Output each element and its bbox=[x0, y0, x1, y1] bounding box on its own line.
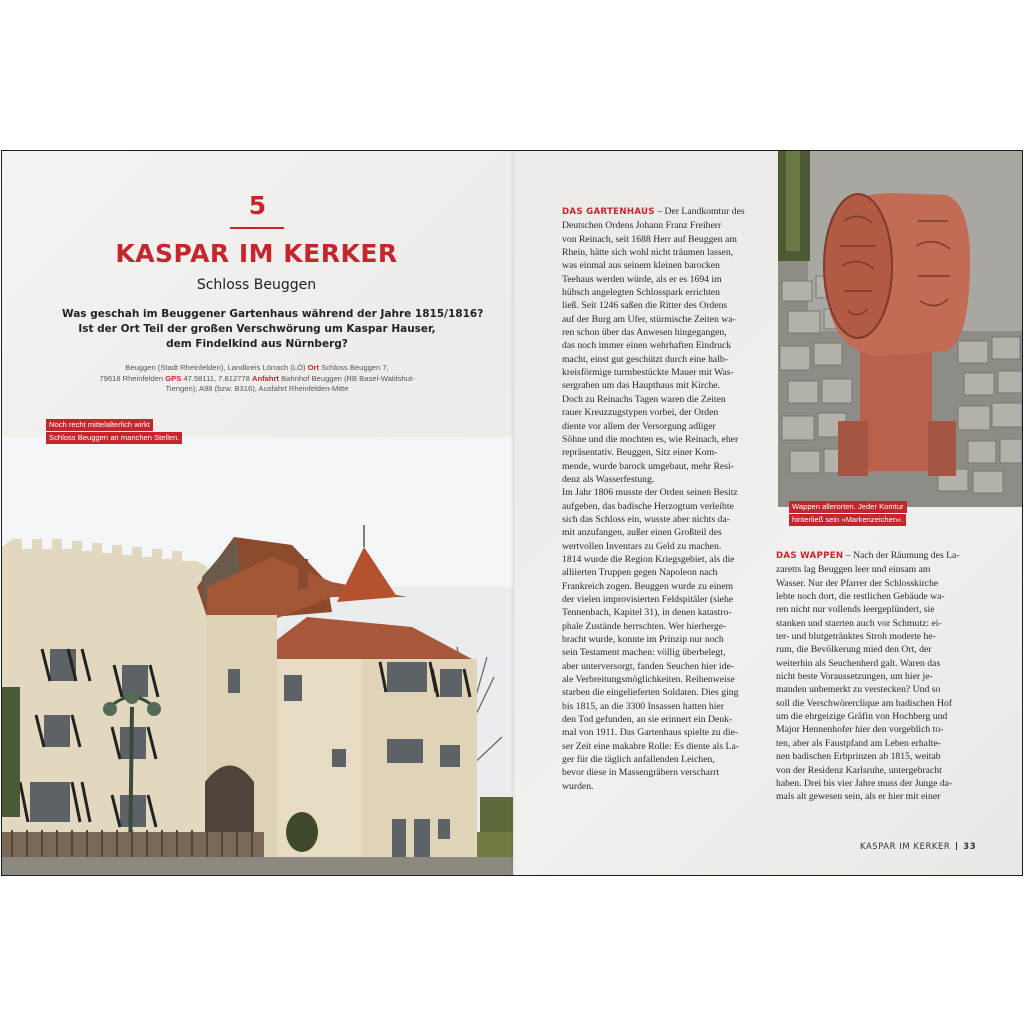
text-line: phale Zustände herrschten. Wer hierherge- bbox=[562, 620, 727, 632]
left-page bbox=[2, 151, 513, 875]
info-label-ort: Ort bbox=[307, 363, 320, 372]
text-line: kreisförmige turmbestückte Mauer mit Was- bbox=[562, 367, 734, 379]
caption-line: Schloss Beuggen an manchen Stellen. bbox=[46, 432, 182, 444]
info-text: Bahnhof Beuggen (RB Basel-Waldshut- bbox=[278, 373, 415, 383]
text-line: weiterhin als Seuchenherd galt. Waren das bbox=[776, 657, 941, 669]
text-line: sein Testament machen: völlig überbelegt, bbox=[562, 647, 726, 659]
info-line-1 bbox=[62, 363, 452, 374]
text-line: das noch immer einen wehrhaften Eindruck bbox=[562, 340, 732, 352]
text-line: ser Zeit eine makabre Rolle: Es diente als La- bbox=[562, 740, 739, 752]
lead-line: Ist der Ort Teil der großen Verschwörung um Kaspar Hauser, bbox=[78, 323, 436, 335]
text-line: auf der Burg am Ufer, stürmische Zeiten wa- bbox=[562, 313, 736, 325]
text-line: aber unterversorgt, fanden Seuchen hier ide- bbox=[562, 660, 734, 672]
text-line: 1814 wurde die Region Kriegsgebiet, als die bbox=[562, 553, 735, 565]
info-line-3: Tiengen); A98 (bzw. B316), Ausfahrt Rheinfelden-Mitte bbox=[165, 384, 349, 393]
caption-line: Noch recht mittelalterlich wirkt bbox=[46, 419, 153, 431]
castle-photo bbox=[2, 437, 513, 875]
info-text: 47.58111, 7.812778 bbox=[181, 373, 252, 383]
info-label-gps: GPS bbox=[165, 373, 182, 383]
text-line: diente vor allem der Versorgung adliger bbox=[562, 420, 716, 432]
text-line: wertvollen Inventars zu Geld zu machen. bbox=[562, 540, 722, 552]
info-line-2 bbox=[62, 374, 452, 385]
text-line: haben. Drei bis vier Jahre muss der Junge da- bbox=[776, 777, 953, 789]
text-line: den Tod gefunden, an sie erinnert ein Denk- bbox=[562, 714, 733, 726]
column-lines bbox=[776, 563, 988, 803]
text-line: Major Hennenhofer hier den vorgeblich to- bbox=[776, 724, 944, 736]
text-line: von der Residenz Karlsruhe, untergebracht bbox=[776, 764, 942, 776]
caption-line: Wappen allerorten. Jeder Komtur bbox=[789, 501, 907, 513]
text-line: ger für die täglich anfallenden Leichen, bbox=[562, 754, 715, 766]
info-text: Schloss Beuggen 7, bbox=[319, 363, 389, 372]
text-line: aufgeben, das badische Herzogtum verleibte bbox=[562, 500, 734, 512]
text-line: von Reinach, seit 1688 Herr auf Beuggen am bbox=[562, 233, 737, 245]
text-line: Frankreich zogen. Beuggen wurde zu einem bbox=[562, 580, 734, 592]
text-line: sich das Schloss ein, wusste aber nichts da- bbox=[562, 513, 730, 525]
text-line: rauer Kreuzzugstypen vorbei, der Orden bbox=[562, 407, 719, 419]
text-line: rum, die Bevölkerung mied den Ort, der bbox=[776, 644, 932, 656]
text-line: bevor diese in Massengräbern verscharrt bbox=[562, 767, 720, 779]
text-line: ter- und blutgetränktes Stroh moderte he- bbox=[776, 631, 936, 643]
text-line: stanken und starrten auch vor Schmutz: ei- bbox=[776, 617, 942, 629]
text-line: nen badischen Erbprinzen ab 1815, weitab bbox=[776, 751, 941, 763]
section-heading-wappen: DAS WAPPEN bbox=[776, 551, 844, 561]
page-number: 33 bbox=[963, 841, 977, 851]
text-line: Teehaus werden würde, als er es 1694 im bbox=[562, 273, 722, 285]
text-line: hübsch angelegten Schlosspark errichten bbox=[562, 287, 720, 299]
text-line: was einmal aus seinem kleinen barocken bbox=[562, 260, 720, 272]
text-line: mal von 1911. Das Gartenhaus spielte zu die- bbox=[562, 727, 739, 739]
castle-caption bbox=[46, 419, 182, 445]
text-line: ließ. Seit 1246 saßen die Ritter des Ordens bbox=[562, 300, 728, 312]
lead-line: Was geschah im Beuggener Gartenhaus während der Jahre 1815/1816? bbox=[62, 308, 484, 320]
text-line: nicht beste Voraussetzungen, um hier je- bbox=[776, 671, 933, 683]
text-line: – Nach der Räumung des La- bbox=[843, 550, 960, 561]
text-line: lebte noch dort, die restlichen Gebäude wa- bbox=[776, 591, 945, 603]
text-line: manden unbemerkt zu verstecken? Und so bbox=[776, 684, 941, 696]
column-first-line bbox=[776, 549, 988, 563]
chapter-lead bbox=[62, 307, 484, 352]
text-line: soll die Verschwörerclique am badischen Hof bbox=[776, 697, 953, 709]
info-text: Beuggen (Stadt Rheinfelden), Landkreis Lörrach (LÖ) bbox=[125, 363, 308, 372]
text-line: zaretts lag Beuggen leer und einsam am bbox=[776, 564, 931, 576]
text-line: – Der Landkomtur des bbox=[654, 206, 745, 217]
section-heading-gartenhaus: DAS GARTENHAUS bbox=[562, 207, 655, 217]
info-label-anfahrt: Anfahrt bbox=[251, 373, 279, 383]
text-line: Rhein, hätte sich wohl nicht träumen lassen, bbox=[562, 247, 734, 259]
footer-separator bbox=[956, 842, 957, 850]
chapter-number: 5 bbox=[248, 191, 267, 220]
text-line: ren nicht nur vollends leergeplündert, sie bbox=[776, 604, 935, 616]
text-line: um die ehrgeizige Gräfin von Hochberg und bbox=[776, 711, 948, 723]
caption-line: hinterließ sein »Markenzeichen«. bbox=[789, 514, 906, 526]
chapter-title: KASPAR IM KERKER bbox=[115, 239, 398, 268]
info-text: 79618 Rheinfelden bbox=[99, 373, 166, 383]
column-lines bbox=[562, 219, 774, 793]
text-line: der vielen improvisierten Feldspitäler (siehe bbox=[562, 593, 734, 605]
text-line: ale Verbreitungsmöglichkeiten. Reihenweise bbox=[562, 674, 735, 686]
text-line: sergraben um das Haupthaus mit Kirche. bbox=[562, 380, 721, 392]
text-line: Deutschen Ordens Johann Franz Freiherr bbox=[562, 220, 722, 232]
text-line: Tennenbach, Kapitel 31), in denen katastro- bbox=[562, 607, 732, 619]
text-line: Söhne und die mochten es, wie Reinach, eher bbox=[562, 433, 739, 445]
text-line: denz als Wasserfestung. bbox=[562, 473, 655, 485]
text-line: Im Jahr 1806 musste der Orden seinen Besitz bbox=[562, 487, 738, 499]
coat-of-arms-post-photo bbox=[778, 151, 1023, 507]
text-line: wurden. bbox=[562, 780, 594, 792]
text-line: macht, einst gut geschützt durch eine halb- bbox=[562, 353, 728, 365]
text-line: alliierten Truppen gegen Napoleon nach bbox=[562, 567, 718, 579]
chapter-number-rule bbox=[230, 227, 284, 229]
text-line: bracht wurde, konnte im Prinzip nur noch bbox=[562, 634, 724, 645]
text-line: bis 1815, an die 3300 Insassen hatten hier bbox=[562, 700, 724, 712]
book-spread bbox=[1, 150, 1023, 876]
text-line: starben die eingelieferten Soldaten. Dies ging bbox=[562, 687, 739, 699]
text-line: Wasser. Nur der Pfarrer der Schlosskirche bbox=[776, 577, 939, 589]
running-title: KASPAR IM KERKER bbox=[860, 841, 951, 851]
column-first-line bbox=[562, 205, 774, 219]
location-info bbox=[62, 363, 452, 395]
text-line: ten, aber als Faustpfand am Leben erhalte- bbox=[776, 737, 941, 749]
column-wappen-text bbox=[776, 549, 988, 804]
chapter-subtitle: Schloss Beuggen bbox=[196, 277, 317, 293]
text-line: mals alt gewesen sein, als er hier mit einer bbox=[776, 791, 941, 803]
text-line: mende, wurde barock umgebaut, mehr Resi- bbox=[562, 460, 734, 472]
text-line: mit anzufangen, außer einen Großteil des bbox=[562, 527, 722, 539]
running-footer bbox=[860, 841, 976, 851]
text-line: repräsentativ. Beuggen, Sitz einer Kom- bbox=[562, 447, 718, 459]
lead-line: dem Findelkind aus Nürnberg? bbox=[166, 338, 348, 350]
column-gartenhaus-text bbox=[562, 205, 774, 793]
coat-of-arms-caption bbox=[789, 501, 907, 527]
text-line: ren schon über das Anwesen hingegangen, bbox=[562, 327, 727, 339]
text-line: Doch zu Reinachs Tagen waren die Zeiten bbox=[562, 393, 726, 405]
